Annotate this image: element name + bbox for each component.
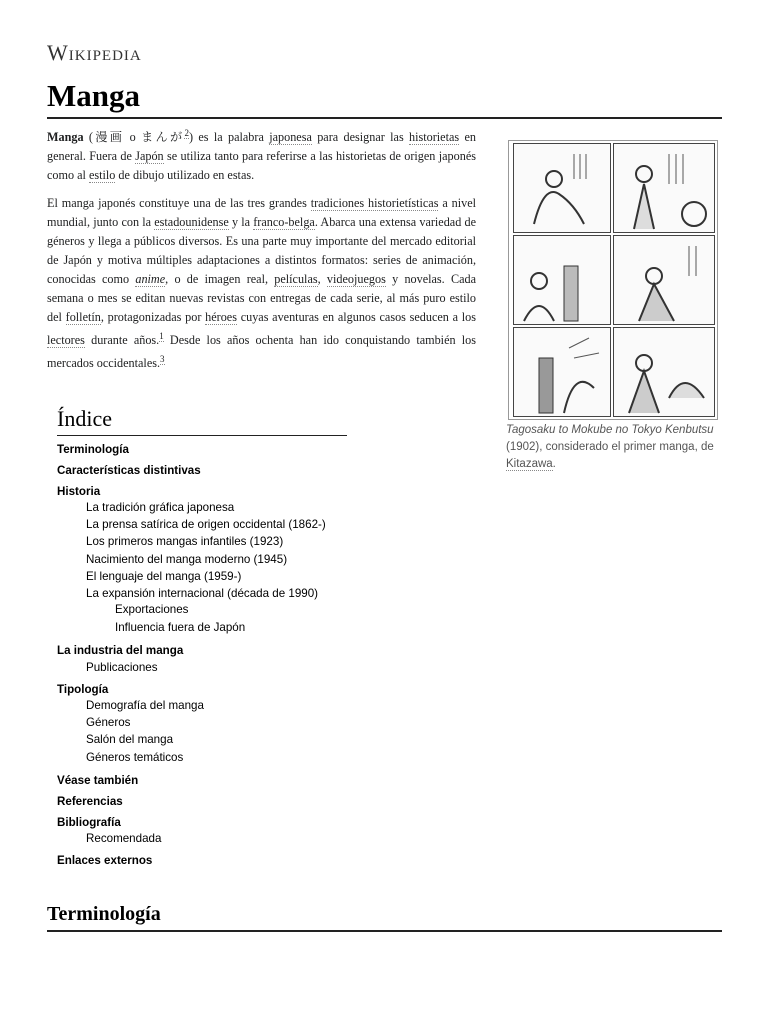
link-anime[interactable]: anime [135,272,166,287]
comic-panel [513,327,611,417]
text: . Abarca una extensa variedad de géneros y llega a públicos diversos. Es una parte muy importante del mercado editorial de Japón y motiva múltiples adaptaciones a distintos formatos: series de animación, conocidas como [47,215,477,287]
text: para designar las [311,130,410,145]
comic-drawing-icon [614,236,714,324]
toc-heading: Índice [57,406,112,431]
toc-item[interactable]: Publicaciones [86,661,158,674]
link-videojuegos[interactable]: videojuegos [326,272,386,287]
link-franco-belga[interactable]: franco-belga [253,215,315,230]
toc-item[interactable]: Características distintivas [57,464,201,477]
text: en general. Fuera de [47,130,476,164]
term-bold: Manga [47,130,84,145]
link-japon[interactable]: Japón [135,149,164,164]
toc-item[interactable]: Exportaciones [115,603,189,616]
toc-item[interactable]: Demografía del manga [86,699,204,712]
link-folletin[interactable]: folletín [65,310,101,325]
toc-item[interactable]: La expansión internacional (década de 1990) [86,587,319,600]
link-kitazawa[interactable]: Kitazawa [506,458,553,470]
toc-item[interactable]: Influencia fuera de Japón [115,621,246,634]
toc-item[interactable]: Los primeros mangas infantiles (1923) [86,535,284,548]
footnote-link[interactable]: 1 [159,331,164,342]
toc-item[interactable]: La prensa satírica de origen occidental (1862-) [86,518,326,531]
link-estadounidense[interactable]: estadounidense [154,215,229,230]
caption-title: Tagosaku to Mokube no Tokyo Kenbutsu [506,424,714,436]
toc-item[interactable]: Referencias [57,795,123,808]
text: ) es la palabra [188,130,270,145]
comic-drawing-icon [514,328,610,416]
toc-item[interactable]: La tradición gráfica japonesa [86,501,235,514]
link-japonesa[interactable]: japonesa [269,130,312,145]
text: ( [83,130,93,145]
text: , o de imagen real, [165,272,275,287]
toc-item[interactable]: Historia [57,485,101,498]
toc-item[interactable]: Véase también [57,774,139,787]
lead-paragraph-1 [47,124,476,185]
hiragana-term: まんが [141,130,185,145]
lead-paragraph-2 [47,194,476,373]
comic-panel [613,327,715,417]
text: , [317,272,327,287]
comic-drawing-icon [614,144,714,232]
toc-item[interactable]: Enlaces externos [57,854,153,867]
kanji-term: 漫画 [92,130,125,145]
link-lectores[interactable]: lectores [47,333,85,348]
toc-item[interactable]: Salón del manga [86,733,174,746]
link-heroes[interactable]: héroes [205,310,237,325]
text: , protagonizadas por [100,310,206,325]
text: El manga japonés constituye una de las tres grandes [47,196,311,211]
lead-section [47,124,476,382]
text: y novelas. Cada semana o mes se editan nuevas revistas con entregas de cada serie, al más puro estilo del [47,272,477,325]
comic-panel [613,143,715,233]
footnote-link[interactable]: 2 [184,128,189,138]
link-historietas[interactable]: historietas [409,130,460,145]
text: y la [228,215,254,230]
text: . [552,458,556,470]
comic-panel [513,235,611,325]
toc-item[interactable]: La industria del manga [57,644,184,657]
link-tradiciones[interactable]: tradiciones historietísticas [310,196,439,211]
toc-item[interactable]: Géneros [86,716,131,729]
text: cuyas aventuras en algunos casos seducen a los [236,310,477,325]
title-divider [47,117,722,119]
toc-divider [57,435,347,436]
link-peliculas[interactable]: películas [274,272,318,287]
text: (1902), considerado el primer manga, de [506,441,714,453]
text: Desde los años ochenta han ido conquistando también los mercados occidentales. [47,333,476,371]
wikipedia-logo[interactable]: Wikipedia [47,40,142,65]
toc-item[interactable]: Bibliografía [57,816,121,829]
comic-panel [613,235,715,325]
link-estilo[interactable]: estilo [88,168,116,183]
page-title: Manga [47,78,140,113]
footnote-link[interactable]: 3 [160,354,165,365]
toc-item[interactable]: Géneros temáticos [86,751,184,764]
comic-drawing-icon [614,328,714,416]
toc-item[interactable]: Tipología [57,683,109,696]
section-divider [47,930,722,932]
manga-illustration[interactable] [508,140,718,420]
comic-drawing-icon [514,236,610,324]
toc-item[interactable]: El lenguaje del manga (1959-) [86,570,242,583]
text: o [124,130,142,145]
figure-caption [506,422,716,473]
toc-item[interactable]: Terminología [57,443,129,456]
comic-drawing-icon [514,144,610,232]
text: durante años. [84,333,160,348]
toc-item[interactable]: Nacimiento del manga moderno (1945) [86,553,288,566]
text: se utiliza tanto para referirse a las historietas de origen japonés como al [47,149,476,183]
text: a nivel mundial, junto con la [47,196,477,230]
section-heading-terminologia: Terminología [47,903,161,925]
comic-panel [513,143,611,233]
toc-item[interactable]: Recomendada [86,832,162,845]
text: de dibujo utilizado en estas. [115,168,255,183]
